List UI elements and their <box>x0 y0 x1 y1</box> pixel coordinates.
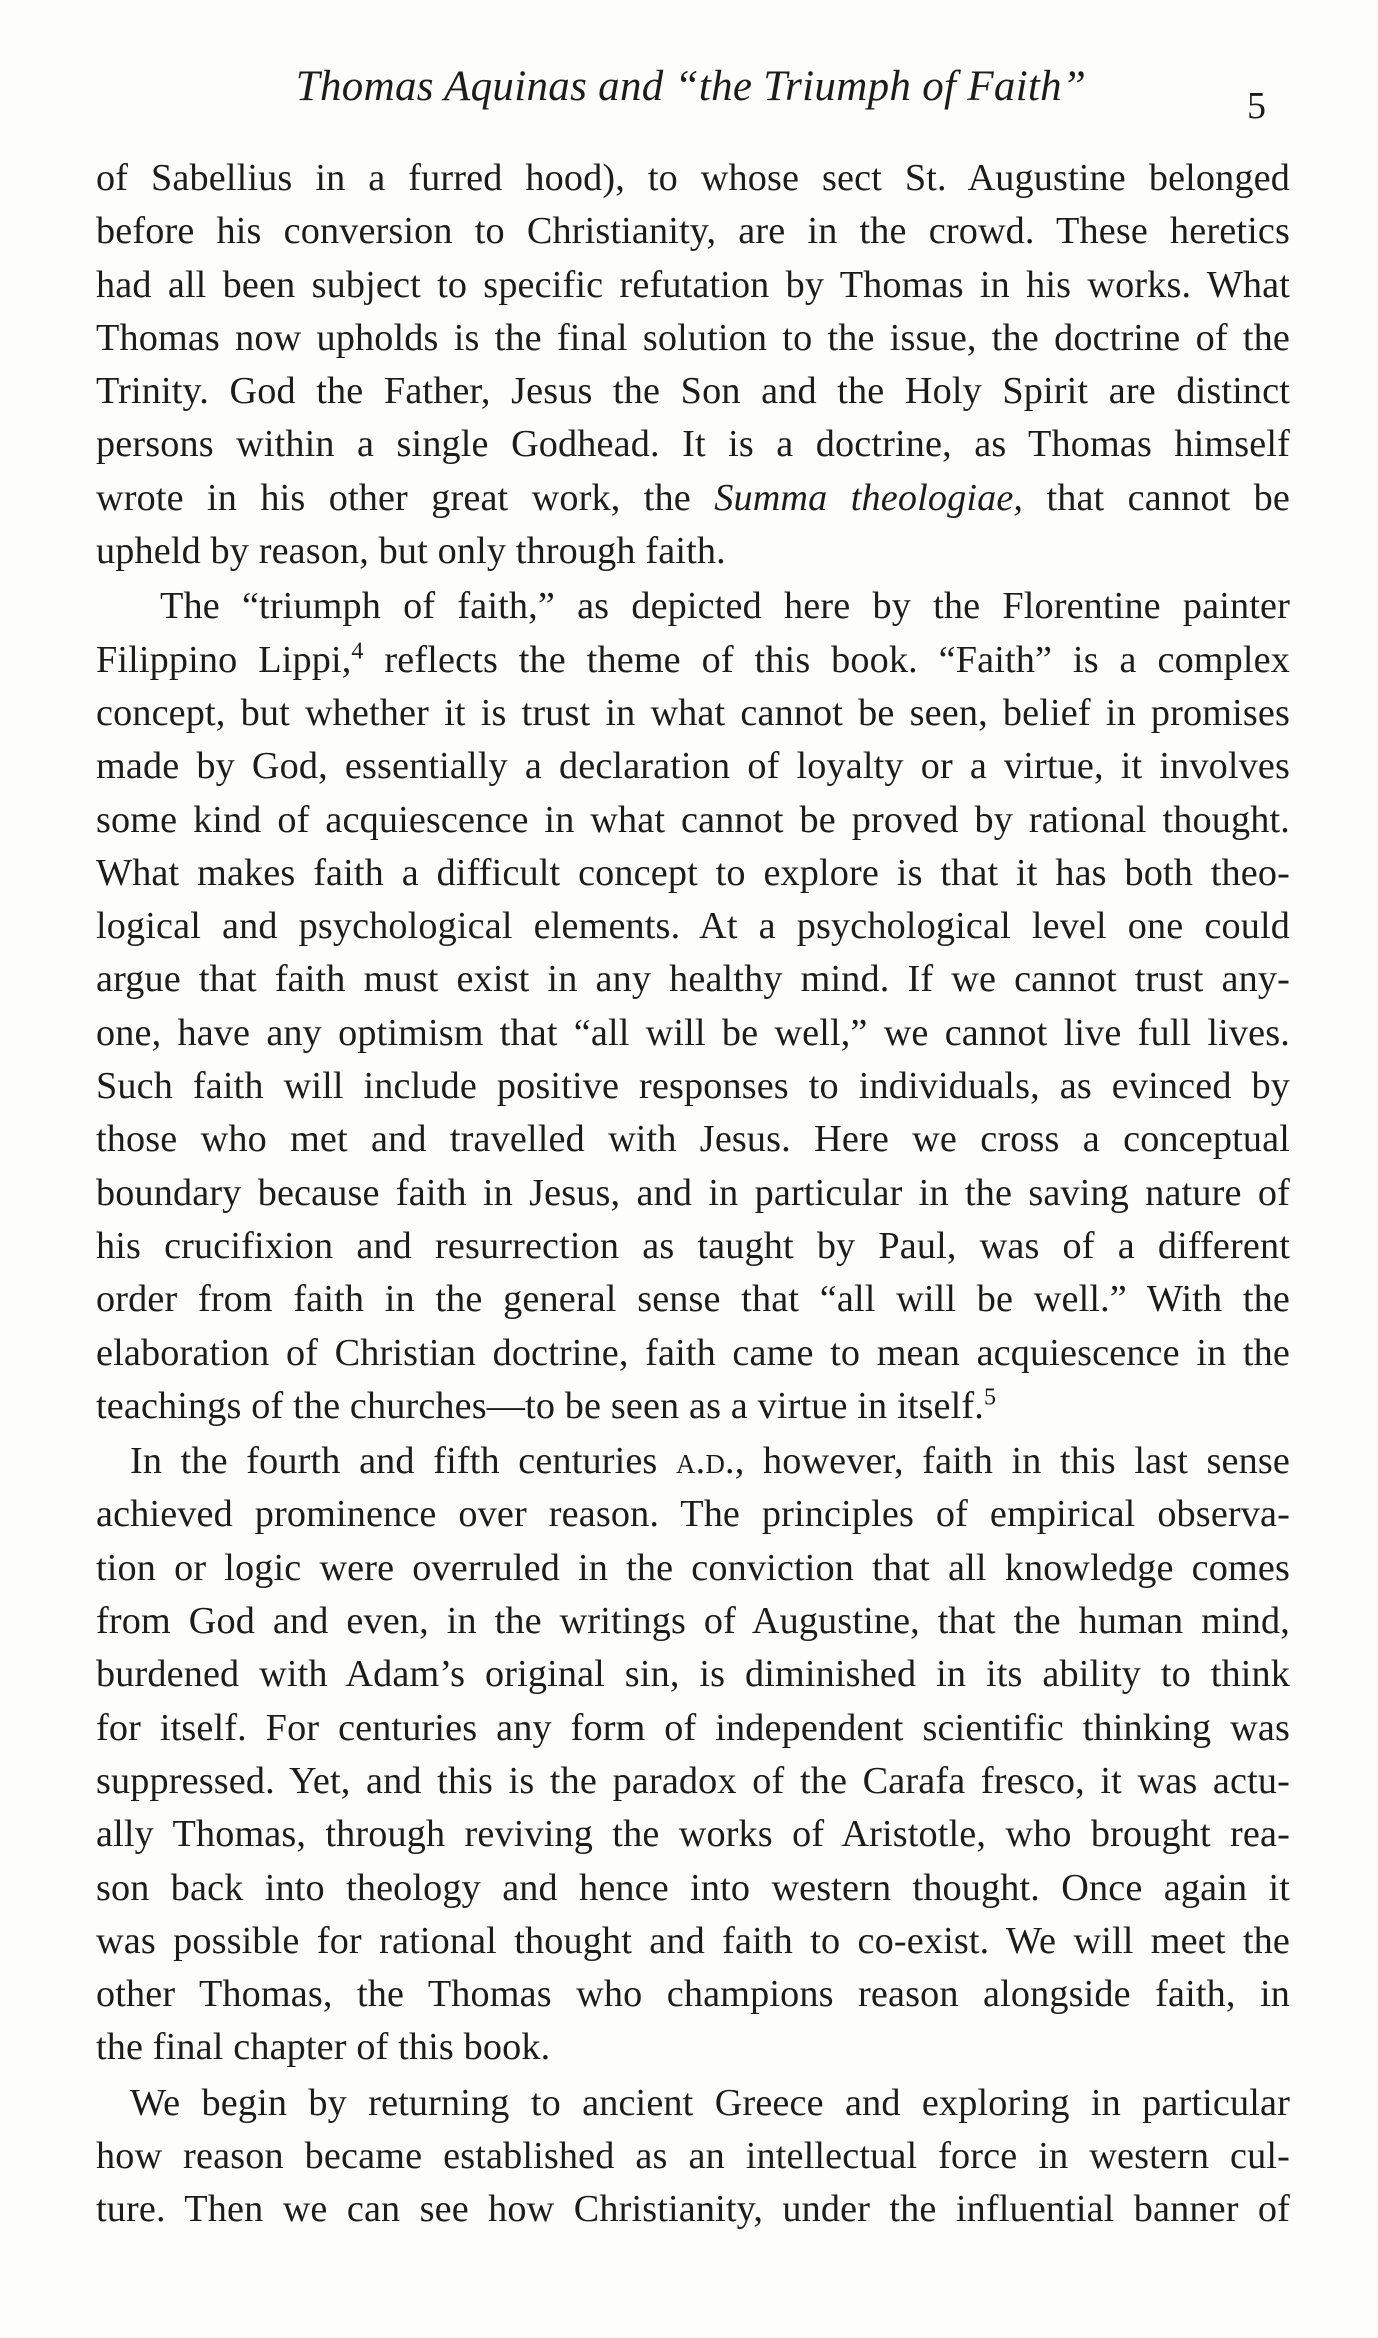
text-line: of Sabellius in a furred hood), to whose sect St. Augustine belonged <box>96 157 1290 199</box>
running-title: Thomas Aquinas and “the Triumph of Faith” <box>295 63 1087 110</box>
text-line: persons within a single Godhead. It is a doctrine, as Thomas himself <box>96 423 1290 466</box>
text-line: those who met and travelled with Jesus. Here we cross a conceptual <box>96 1118 1290 1161</box>
text-line: tion or logic were overruled in the conviction that all knowledge comes <box>96 1546 1290 1589</box>
italic-book-title: Summa theologiae, <box>714 476 1024 519</box>
text-line: ally Thomas, through reviving the works of Aristotle, who brought rea- <box>96 1813 1290 1856</box>
text-line: elaboration of Christian doctrine, faith came to mean acquiescence in the <box>96 1331 1290 1374</box>
text-line: order from faith in the general sense that “all will be well.” With the <box>96 1278 1290 1321</box>
text-line: other Thomas, the Thomas who champions reason alongside faith, in <box>96 1973 1290 2016</box>
text-line: logical and psychological elements. At a psychological level one could <box>96 905 1290 948</box>
paragraph-4 <box>96 2077 1290 2237</box>
text-line: Such faith will include positive responses to individuals, as evinced by <box>96 1065 1290 1108</box>
text-line: was possible for rational thought and faith to co-exist. We will meet the <box>96 1919 1290 1962</box>
text-segment: that cannot be <box>1023 476 1291 519</box>
page-number: 5 <box>1247 85 1266 127</box>
text-line: before his conversion to Christianity, are in the crowd. These heretics <box>96 210 1290 253</box>
text-line: burdened with Adam’s original sin, is diminished in its ability to think <box>96 1653 1290 1696</box>
paragraph-1 <box>96 152 1290 578</box>
text-line: Thomas now upholds is the final solution to the issue, the doctrine of the <box>96 316 1290 359</box>
text-line: one, have any optimism that “all will be well,” we cannot live full lives. <box>96 1011 1290 1054</box>
text-segment: teachings of the churches—to be seen as a virtue in itself. <box>96 1384 984 1427</box>
text-line: his crucifixion and resurrection as taught by Paul, was of a different <box>96 1224 1290 1267</box>
text-segment: Filippino Lippi, <box>96 638 352 681</box>
text-line: for itself. For centuries any form of independent scientific thinking was <box>96 1706 1290 1749</box>
text-line: achieved prominence over reason. The principles of empirical observa- <box>96 1493 1290 1536</box>
text-segment: In the fourth and fifth centuries <box>130 1440 658 1483</box>
body-text <box>96 152 1290 2237</box>
text-line: Trinity. God the Father, Jesus the Son and the Holy Spirit are distinct <box>96 370 1290 413</box>
paragraph-2 <box>96 580 1290 1433</box>
text-line: the final chapter of this book. <box>96 2026 551 2069</box>
text-line <box>96 1380 1290 1433</box>
text-line <box>96 472 1290 525</box>
text-line: upheld by reason, but only through faith. <box>96 530 726 573</box>
footnote-marker[interactable]: 4 <box>351 637 364 664</box>
text-line: had all been subject to specific refutation by Thomas in his works. What <box>96 263 1290 306</box>
text-line: some kind of acquiescence in what cannot be proved by rational thought. <box>96 798 1290 841</box>
text-line: son back into theology and hence into western thought. Once again it <box>96 1866 1290 1909</box>
text-line: What makes faith a difficult concept to explore is that it has both theo- <box>96 851 1290 894</box>
text-line: ture. Then we can see how Christianity, under the influential banner of <box>96 2188 1290 2231</box>
text-line: We begin by returning to ancient Greece and exploring in particular <box>130 2081 1290 2124</box>
paragraph-3 <box>96 1435 1290 2075</box>
footnote-marker[interactable]: 5 <box>983 1384 997 1411</box>
text-line: The “triumph of faith,” as depicted here by the Florentine painter <box>160 585 1290 628</box>
text-line: boundary because faith in Jesus, and in particular in the saving nature of <box>96 1171 1290 1214</box>
small-caps-era: a.d. <box>676 1440 735 1483</box>
text-segment: reflects the theme of this book. “Faith” is a complex <box>363 638 1291 681</box>
running-head <box>96 62 1286 127</box>
text-line: concept, but whether it is trust in what cannot be seen, belief in promises <box>96 691 1290 734</box>
text-segment: , however, faith in this last sense <box>734 1440 1290 1483</box>
text-segment: wrote in his other great work, the <box>96 476 691 519</box>
text-line: argue that faith must exist in any healthy mind. If we cannot trust any- <box>96 958 1290 1001</box>
text-line: made by God, essentially a declaration of loyalty or a virtue, it involves <box>96 745 1290 788</box>
text-line: how reason became established as an intellectual force in western cul- <box>96 2134 1290 2177</box>
text-line <box>96 1435 1290 1488</box>
text-line: from God and even, in the writings of Augustine, that the human mind, <box>96 1600 1290 1643</box>
text-line: suppressed. Yet, and this is the paradox of the Carafa fresco, it was actu- <box>96 1759 1290 1802</box>
text-line <box>96 634 1290 687</box>
